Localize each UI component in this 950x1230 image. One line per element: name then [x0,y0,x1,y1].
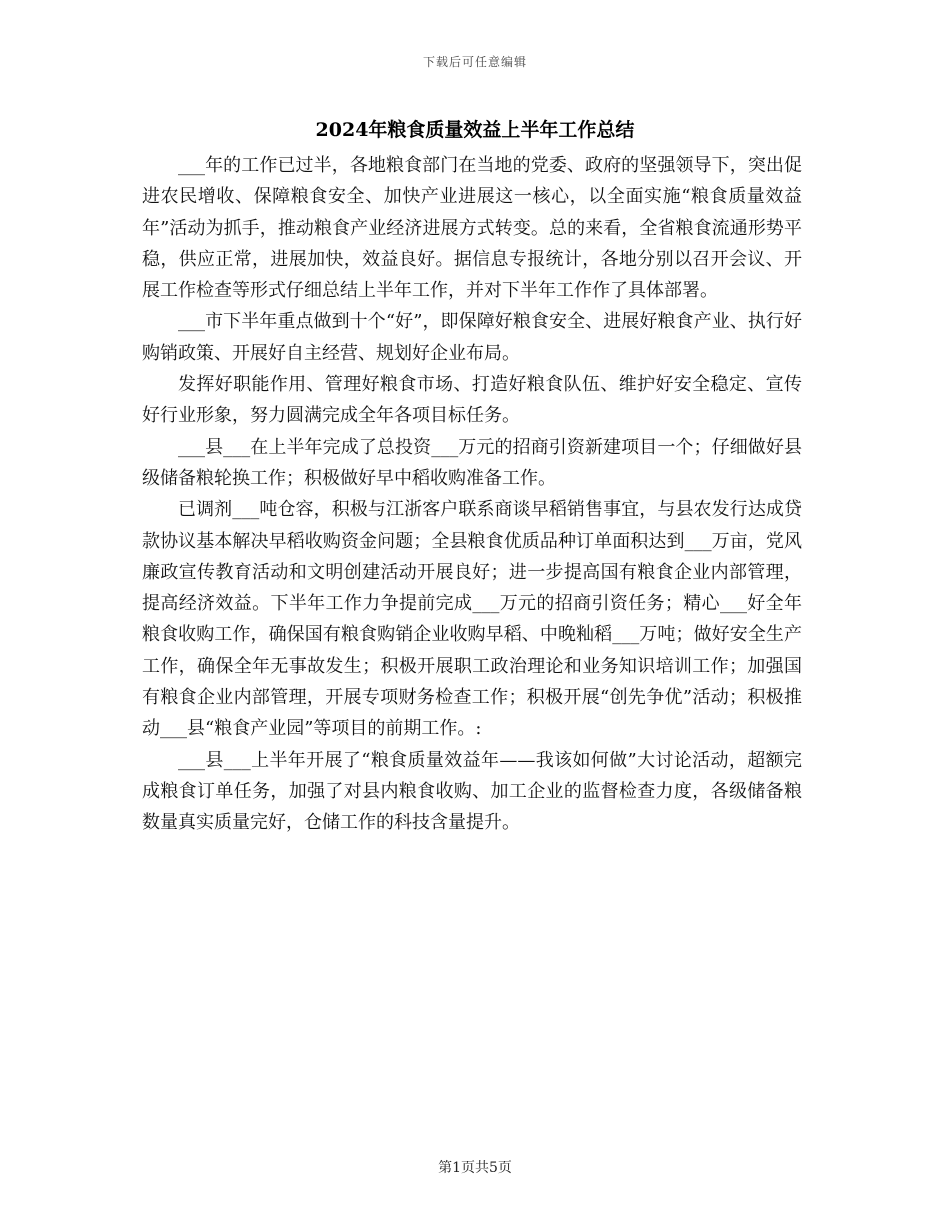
paragraph: 发挥好职能作用、管理好粮食市场、打造好粮食队伍、维护好安全稳定、宣传好行业形象，努力圆满完成全年各项目标任务。 [142,374,802,427]
page-header: 下载后可任意编辑 [422,55,527,69]
paragraph: ___市下半年重点做到十个“好”，即保障好粮食安全、进展好粮食产业、执行好购销政策、开展好自主经营、规划好企业布局。 [142,311,802,364]
document-body [142,150,802,839]
document-title: 2024年粮食质量效益上半年工作总结 [315,119,635,141]
page-number: 第1页共5页 [438,1160,512,1176]
paragraph: ___县___上半年开展了“粮食质量效益年——我该如何做”大讨论活动，超额完成粮食订单任务，加强了对县内粮食收购、加工企业的监督检查力度，各级储备粮数量真实质量完好，仓储工作的科技含量提升。 [142,749,802,834]
paragraph: ___年的工作已过半，各地粮食部门在当地的党委、政府的坚强领导下，突出促进农民增收、保障粮食安全、加快产业进展这一核心，以全面实施“粮食质量效益年”活动为抓手，推动粮食产业经济进展方式转变。总的来看，全省粮食流通形势平稳，供应正常，进展加快，效益良好。据信息专报统计，各地分别以召开会议、开展工作检查等形式仔细总结上半年工作，并对下半年工作作了具体部署。 [142,155,802,302]
paragraph: 已调剂___吨仓容，积极与江浙客户联系商谈早稻销售事宜，与县农发行达成贷款协议基本解决早稻收购资金问题；全县粮食优质品种订单面积达到___万亩，党风廉政宣传教育活动和文明创建活动开展良好；进一步提高国有粮食企业内部管理，提高经济效益。下半年工作力争提前完成___万元的招商引资任务；精心___好全年粮食收购工作，确保国有粮食购销企业收购早稻、中晚籼稻___万吨；做好安全生产工作，确保全年无事故发生；积极开展职工政治理论和业务知识培训工作；加强国有粮食企业内部管理，开展专项财务检查工作；积极开展“创先争优”活动；积极推动___县“粮食产业园”等项目的前期工作。: [142,499,802,740]
paragraph: ___县___在上半年完成了总投资___万元的招商引资新建项目一个；仔细做好县级储备粮轮换工作；积极做好早中稻收购准备工作。 [142,436,802,489]
